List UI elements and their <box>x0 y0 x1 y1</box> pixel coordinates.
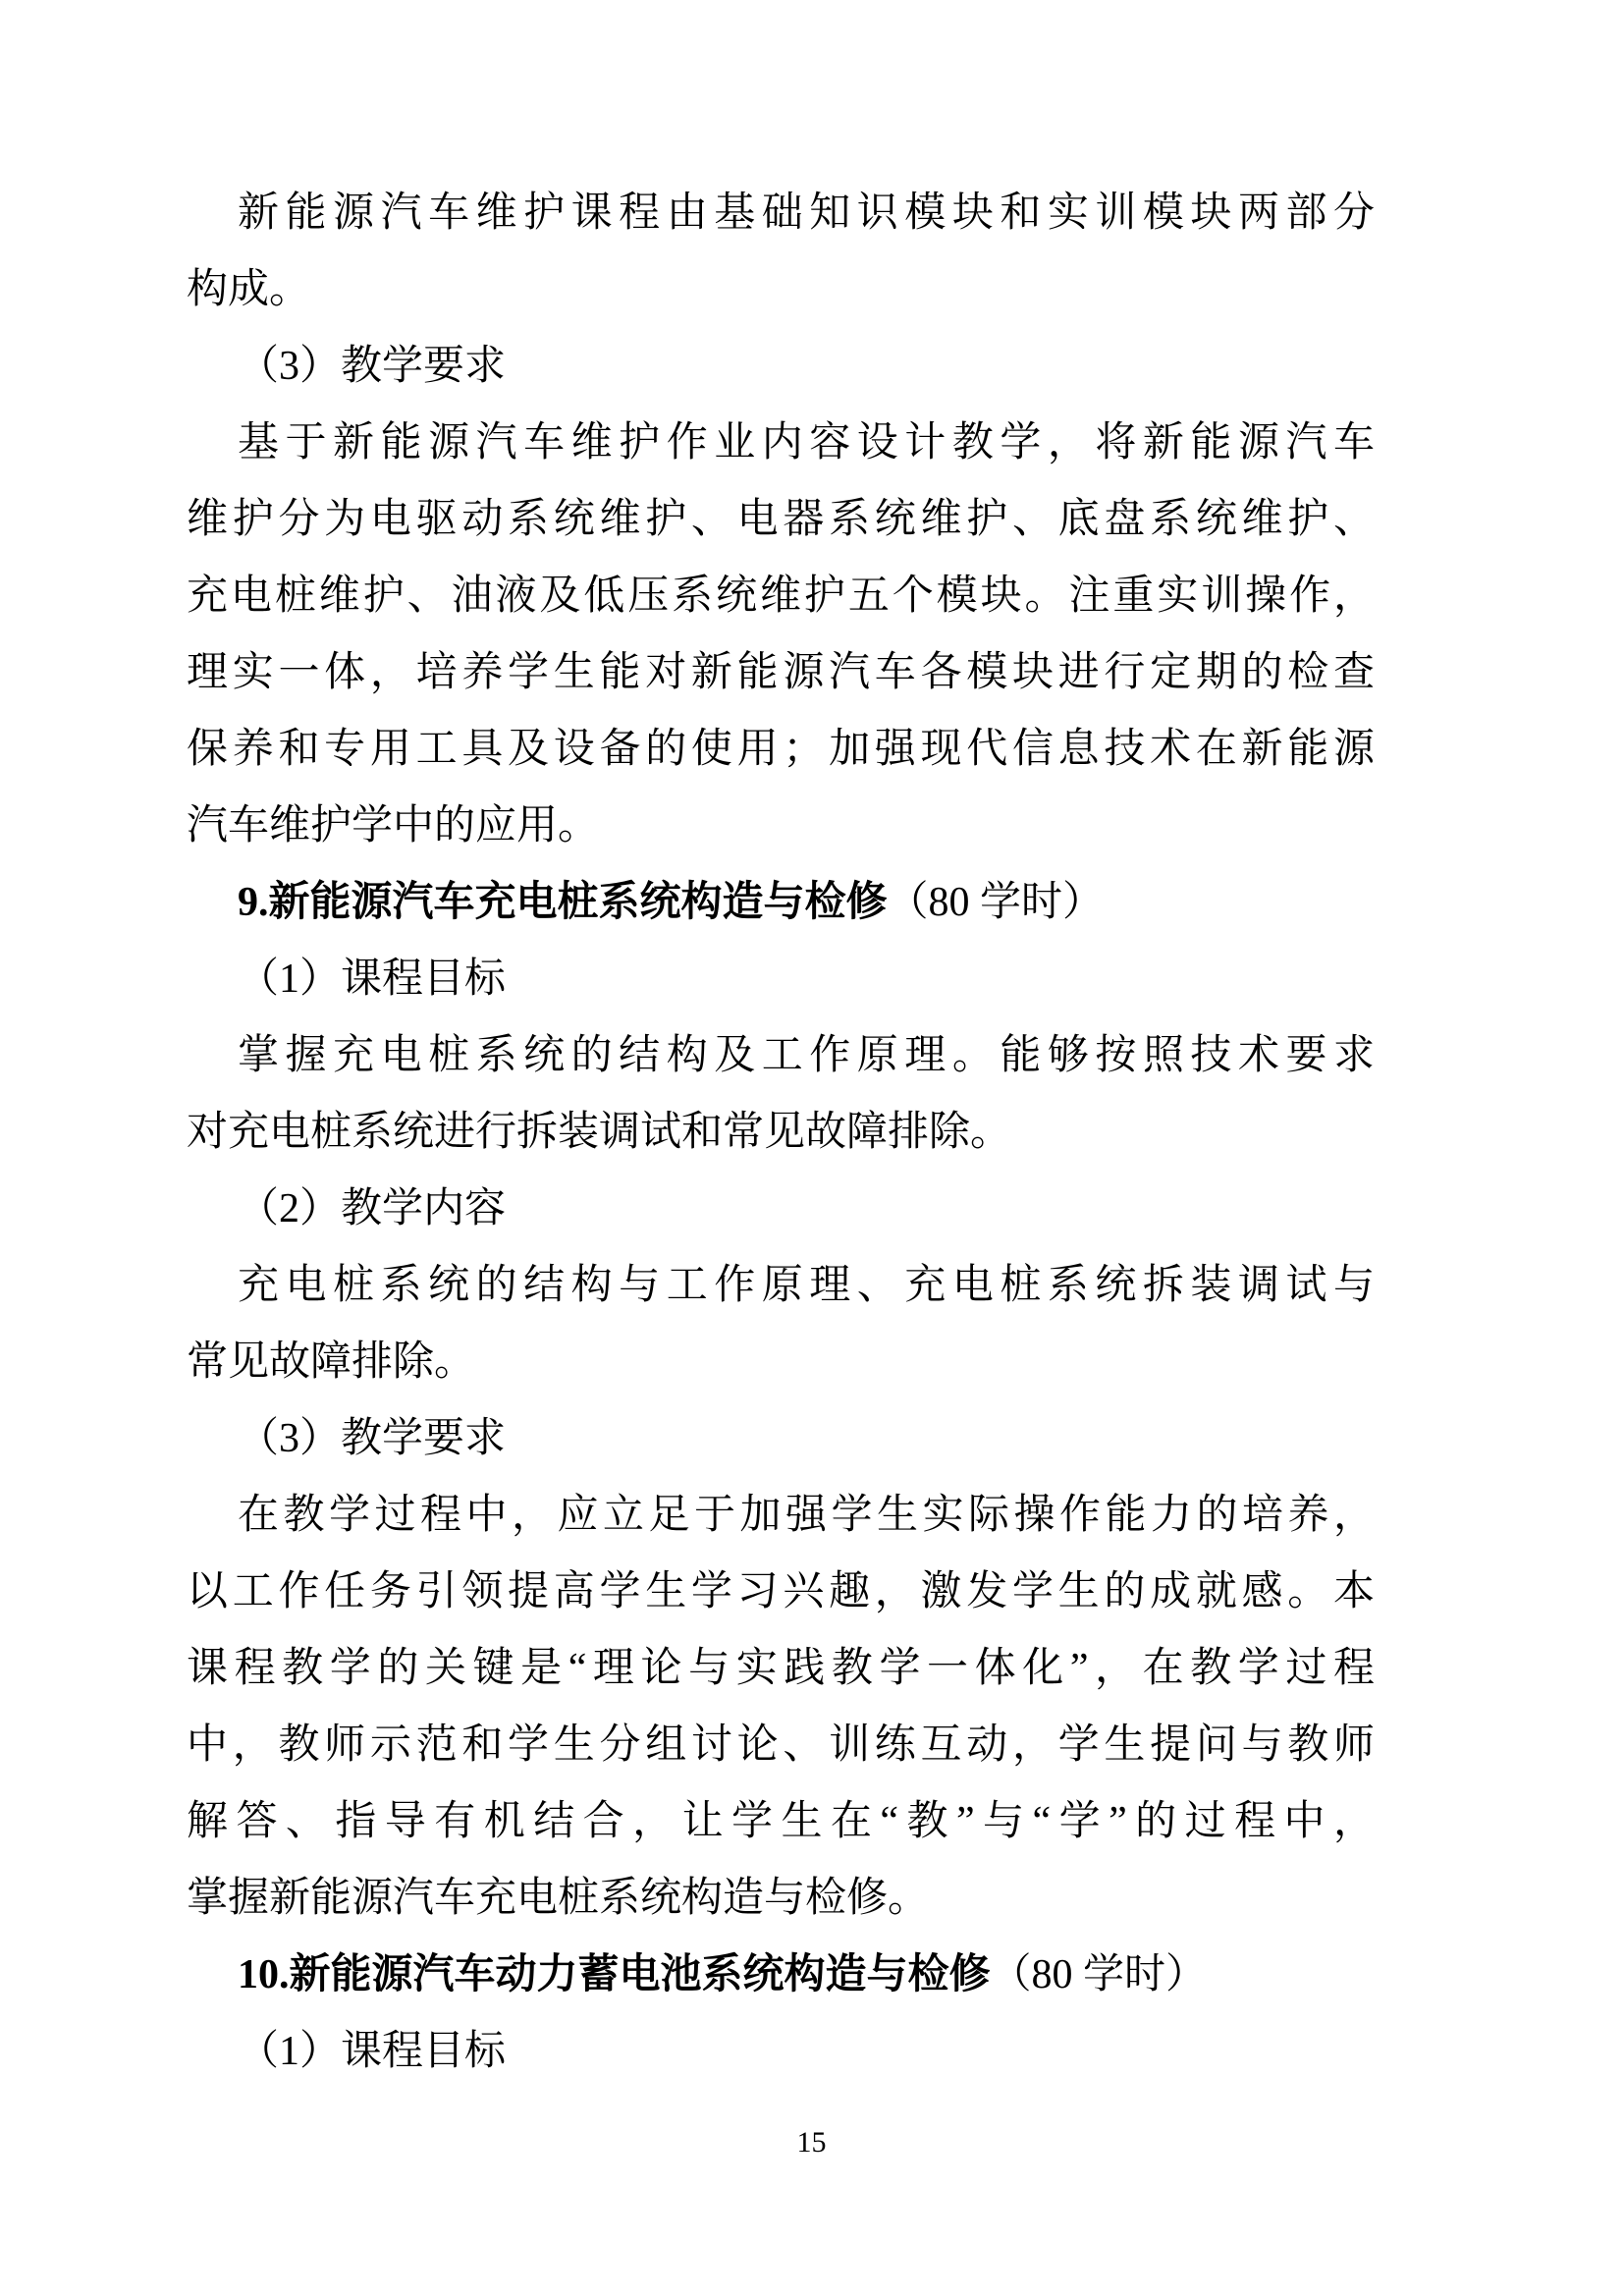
text-line: 维护分为电驱动系统维护、电器系统维护、底盘系统维护、 <box>187 497 1375 542</box>
text-line: 常见故障排除。 <box>187 1339 476 1385</box>
text-line: 充电桩维护、油液及低压系统维护五个模块。注重实训操作， <box>187 574 1375 619</box>
page-content <box>187 175 1375 2090</box>
page-number: 15 <box>796 2126 827 2159</box>
text-line: 构成。 <box>187 267 311 312</box>
text-line: 基于新能源汽车维护作业内容设计教学，将新能源汽车 <box>238 420 1375 465</box>
text-line: 对充电桩系统进行拆装调试和常见故障排除。 <box>187 1110 1012 1155</box>
text-line: 掌握新能源汽车充电桩系统构造与检修。 <box>187 1876 930 1921</box>
text-line: 充电桩系统的结构与工作原理、充电桩系统拆装调试与 <box>238 1263 1375 1308</box>
section-heading-hours: （80 学时） <box>887 880 1105 925</box>
section-heading-title: 10.新能源汽车动力蓄电池系统构造与检修 <box>238 1952 991 1997</box>
text-line: （1）课程目标 <box>238 957 507 1002</box>
text-line: 新能源汽车维护课程由基础知识模块和实训模块两部分 <box>238 191 1375 236</box>
section-heading-9 <box>187 864 1375 941</box>
text-line: （1）课程目标 <box>238 2029 507 2074</box>
text-line: 汽车维护学中的应用。 <box>187 803 600 848</box>
text-line: （3）教学要求 <box>238 1416 507 1461</box>
section-heading-title: 9.新能源汽车充电桩系统构造与检修 <box>238 880 888 925</box>
text-line: 以工作任务引领提高学生学习兴趣，激发学生的成就感。本 <box>187 1569 1375 1614</box>
text-line: 中，教师示范和学生分组讨论、训练互动，学生提问与教师 <box>187 1722 1375 1768</box>
text-line: 在教学过程中，应立足于加强学生实际操作能力的培养， <box>238 1493 1375 1538</box>
text-line: （3）教学要求 <box>238 344 507 389</box>
text-line: 掌握充电桩系统的结构及工作原理。能够按照技术要求 <box>238 1033 1375 1078</box>
text-line: 理实一体，培养学生能对新能源汽车各模块进行定期的检查 <box>187 650 1375 695</box>
section-heading-10 <box>187 1937 1375 2013</box>
text-line: 课程教学的关键是“理论与实践教学一体化”，在教学过程 <box>187 1646 1375 1691</box>
text-line: （2）教学内容 <box>238 1186 507 1231</box>
section-heading-hours: （80 学时） <box>990 1952 1208 1997</box>
text-line: 解答、指导有机结合，让学生在“教”与“学”的过程中， <box>187 1799 1375 1844</box>
text-line: 保养和专用工具及设备的使用；加强现代信息技术在新能源 <box>187 727 1375 772</box>
